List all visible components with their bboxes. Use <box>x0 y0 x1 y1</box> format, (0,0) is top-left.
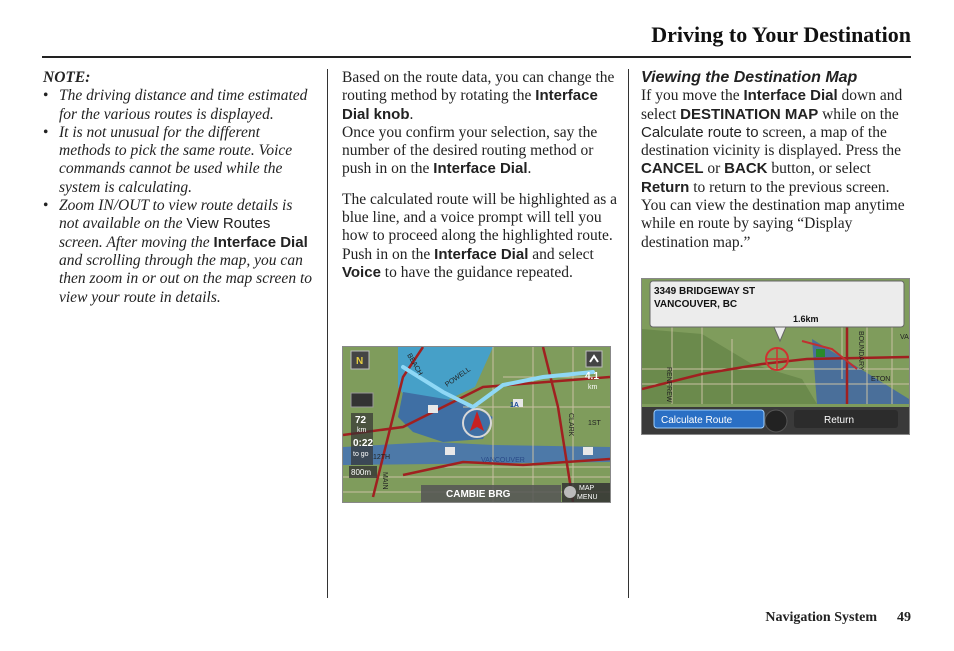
ui-term-cancel: CANCEL <box>641 160 704 178</box>
map-label-powell: POWELL <box>444 366 473 389</box>
note-heading: NOTE: <box>43 69 91 86</box>
ui-term-calculate-route-to: Calculate route to <box>641 123 759 141</box>
body-text: button, or select <box>767 160 871 178</box>
body-text: Once you confirm your selection, say the number of the desired routing method or push in on the <box>342 123 598 178</box>
body-text: screen, a map of the destination vicinity is displayed. Press the <box>641 123 902 160</box>
body-text: . <box>527 160 532 178</box>
ui-term-interface-dial: Interface Dial <box>433 160 528 178</box>
return-button: Return <box>824 415 855 426</box>
calculate-route-button: Calculate Route <box>661 415 733 426</box>
page-number: 49 <box>897 610 911 625</box>
note-item-3 <box>43 197 315 307</box>
map-label-main: MAIN <box>381 472 388 490</box>
map-menu-label-1: MAP <box>579 485 595 492</box>
map-remaining-distance: 72 <box>355 415 367 426</box>
map-label-boundary: BOUNDARY <box>857 331 864 371</box>
footer-section: Navigation System <box>765 610 877 625</box>
map-label-1a: 1A <box>510 402 519 409</box>
map-next-distance: 4.1 <box>585 371 599 382</box>
route-map-screenshot <box>342 346 611 503</box>
route-map-graphic <box>343 347 610 502</box>
destination-map-screenshot <box>641 278 910 435</box>
column-divider-1 <box>327 69 328 598</box>
map-remaining-unit: km <box>357 427 367 434</box>
page-title: Driving to Your Destination <box>651 22 911 47</box>
ui-term-interface-dial: Interface Dial <box>434 245 529 263</box>
body-text: Push in on the <box>342 245 435 263</box>
title-rule <box>42 56 911 58</box>
ui-term-back: BACK <box>724 160 768 178</box>
map-time-label: to go <box>353 451 369 458</box>
map-time: 0:22 <box>353 438 374 449</box>
address-line-1: 3349 BRIDGEWAY ST <box>654 286 756 297</box>
map-heading-label: N <box>356 356 364 367</box>
ui-term-destination-map: DESTINATION MAP <box>680 105 819 123</box>
map-label-renfrew: RENFREW <box>665 367 672 403</box>
map-scale: 800m <box>351 468 372 477</box>
map-label-eton: ETON <box>871 376 891 383</box>
body-text: and select <box>528 245 594 263</box>
map-label-vancouver: VANCOUVER <box>481 457 525 464</box>
destination-distance: 1.6km <box>793 314 819 324</box>
body-text: while on the <box>818 105 899 123</box>
body-text: down and select <box>641 87 903 123</box>
note-text: and scrolling through the map, you can then zoom in or out on the map screen to view your route in details. <box>59 251 312 306</box>
body-text: . <box>409 105 414 123</box>
destination-map-graphic <box>642 279 909 434</box>
body-text: to have the guidance repeated. <box>380 263 573 281</box>
map-label-clark: CLARK <box>567 413 574 437</box>
map-label-12th: 12TH <box>373 454 391 461</box>
map-label-1st: 1ST <box>588 420 601 427</box>
map-label-va: VA <box>900 334 909 341</box>
ui-term-return: Return <box>641 178 690 196</box>
notes-list <box>43 87 315 307</box>
map-label-beach: BEACH <box>405 352 424 377</box>
routing-paragraph <box>342 69 618 179</box>
page-footer <box>765 610 911 626</box>
section-subheading: Viewing the Destination Map <box>641 69 858 86</box>
ui-term-interface-dial: Interface Dial <box>213 233 308 251</box>
note-item-2: • It is not unusual for the different methods to pick the same route. Voice commands cannot be used while the system is calculating. <box>43 124 315 197</box>
ui-term-voice: Voice <box>342 263 381 281</box>
map-menu-label-2: MENU <box>577 494 598 501</box>
ui-term-interface-dial: Interface Dial <box>743 87 838 105</box>
notes-column <box>43 69 315 307</box>
destination-map-column <box>641 69 913 252</box>
body-text: or <box>703 160 725 178</box>
body-text: Based on the route data, you can change the routing method by rotating the <box>342 69 615 105</box>
ui-term-view-routes: View Routes <box>186 215 271 233</box>
map-street-name: CAMBIE BRG <box>446 489 511 500</box>
address-line-2: VANCOUVER, BC <box>654 299 738 310</box>
destination-map-paragraph <box>641 87 913 252</box>
body-text: If you move the <box>641 87 744 105</box>
routing-column <box>342 69 618 282</box>
highlight-paragraph <box>342 191 618 282</box>
body-text: The calculated route will be highlighted as a blue line, and a voice prompt will tell you how to proceed along the highlighted route. <box>342 190 618 245</box>
column-divider-2 <box>628 69 629 598</box>
ui-term-interface-dial-knob: Interface Dial knob <box>342 87 598 123</box>
note-item-1: • The driving distance and time estimated for the various routes is displayed. <box>43 87 315 124</box>
map-next-distance-unit: km <box>588 384 598 391</box>
note-text: screen. After moving the <box>59 233 214 251</box>
note-text: Zoom IN/OUT to view route details is not available on the <box>59 197 293 233</box>
body-text: to return to the previous screen. You can view the destination map anytime while en route by saying “Display destination map.” <box>641 178 905 251</box>
